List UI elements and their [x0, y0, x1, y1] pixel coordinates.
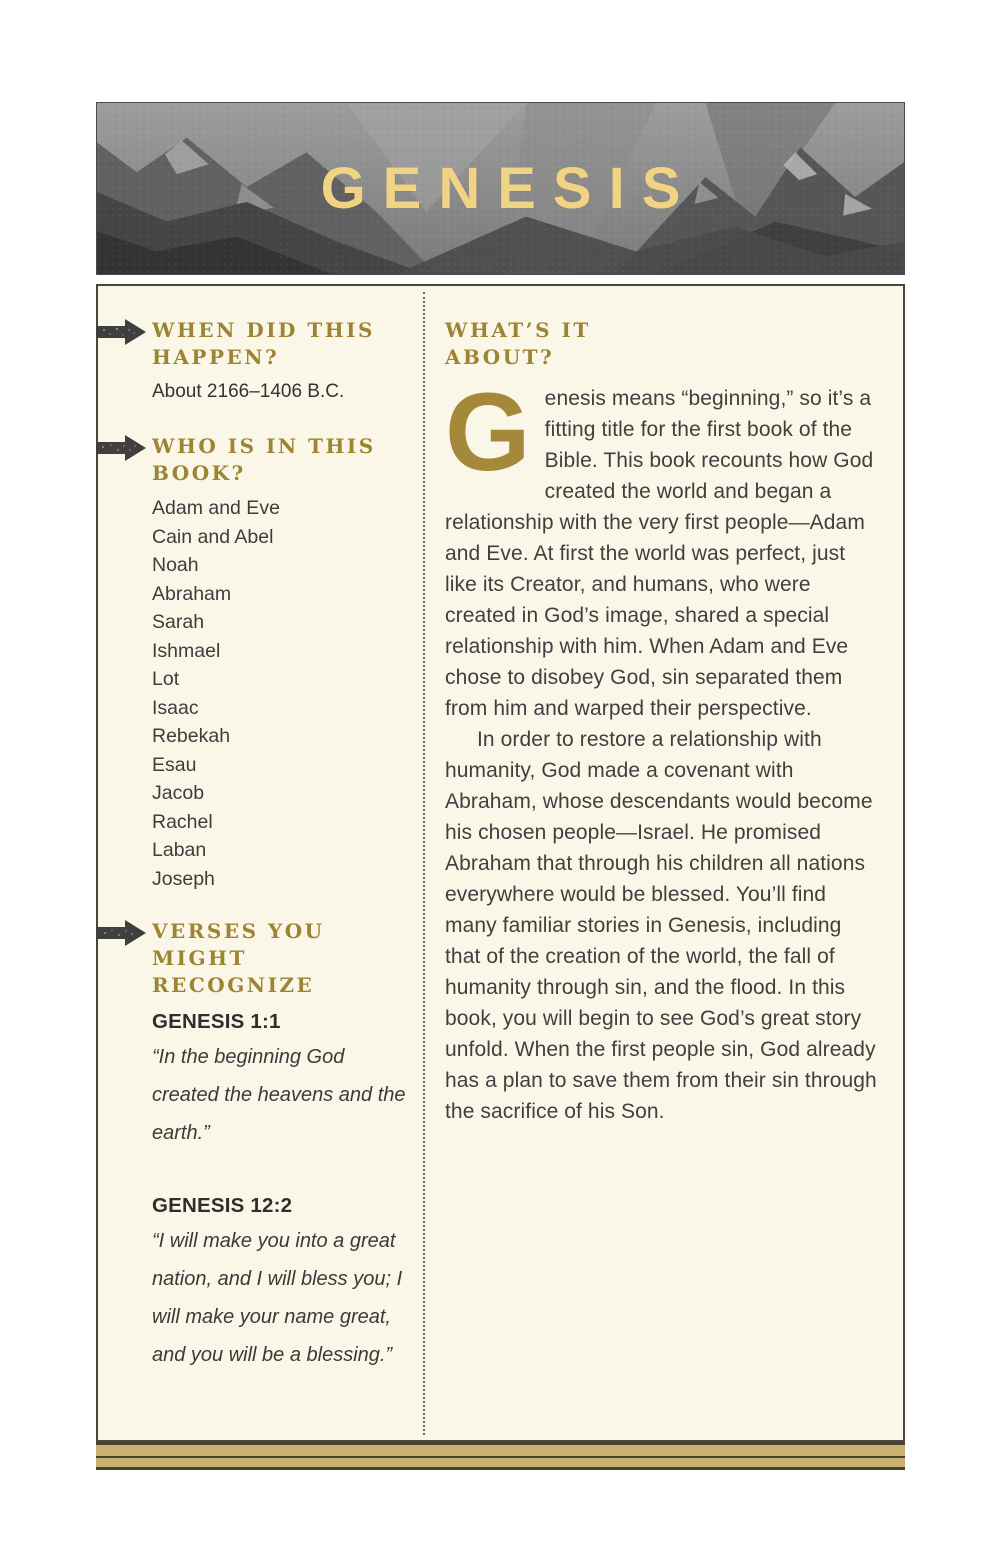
section-verses [152, 918, 423, 1374]
verse-block [152, 1192, 423, 1374]
verse-block [152, 1008, 423, 1152]
list-item: Abraham [152, 582, 232, 605]
list-item: Rachel [152, 810, 213, 833]
section-when [152, 317, 423, 404]
sidebar [98, 286, 423, 1440]
book-page [96, 102, 905, 1470]
verse-quote: “In the beginning God created the heavens and the earth.” [152, 1046, 406, 1144]
people-list [152, 494, 423, 893]
verse-reference: GENESIS 1:1 [152, 1010, 281, 1033]
arrow-icon [96, 919, 146, 947]
section-heading-about: WHAT’S IT ABOUT? [445, 318, 591, 369]
section-heading-who: WHO IS IN THIS BOOK? [152, 434, 376, 485]
dropcap-letter: G [445, 371, 531, 494]
main-column [425, 286, 903, 1440]
list-item: Ishmael [152, 639, 221, 662]
list-item: Sarah [152, 611, 205, 633]
hero-banner [96, 102, 905, 275]
section-who [152, 433, 423, 893]
arrow-icon [96, 434, 146, 462]
list-item: Esau [152, 753, 197, 776]
list-item: Jacob [152, 782, 205, 804]
paragraph-text: enesis means “beginning,” so it’s a fitting title for the first book of the Bible. This book recounts how God created the world and began a relationship with the very first people—Adam and Eve. At first the world was perfect, just like its Creator, and humans, who were created in God’s image, shared a special relationship with him. When Adam and Eve chose to disobey God, sin separated them from him and warped their perspective. [445, 387, 874, 720]
section-heading-when: WHEN DID THIS HAPPEN? [152, 318, 375, 369]
date-range: About 2166–1406 B.C. [152, 381, 345, 402]
list-item: Noah [152, 554, 199, 576]
verse-reference: GENESIS 12:2 [152, 1194, 293, 1217]
verse-quote: “I will make you into a great nation, and I will bless you; I will make your name great, and you will be a blessing.” [152, 1230, 403, 1366]
footer-rule [96, 1442, 905, 1470]
book-title: GENESIS [320, 156, 698, 221]
list-item: Laban [152, 839, 207, 861]
list-item: Cain and Abel [152, 525, 274, 548]
about-paragraph-1 [445, 371, 881, 724]
list-item: Rebekah [152, 725, 231, 747]
content-panel [96, 284, 905, 1442]
arrow-icon [96, 318, 146, 346]
list-item: Isaac [152, 696, 199, 719]
about-paragraph-2: In order to restore a relationship with humanity, God made a covenant with Abraham, whose descendants would become his chosen people—Israel. He promised Abraham that through his children all nations everywhere would be blessed. You’ll find many familiar stories in Genesis, including that of the creation of the world, the fall of humanity through sin, and the flood. In this book, you will begin to see God’s great story unfold. When the first people sin, God already has a plan to save them from their sin through the sacrifice of his Son. [445, 728, 877, 1123]
list-item: Adam and Eve [152, 497, 280, 519]
list-item: Joseph [152, 867, 215, 890]
list-item: Lot [152, 668, 180, 690]
section-heading-verses: VERSES YOU MIGHT RECOGNIZE [152, 919, 325, 997]
hero-title-wrap [97, 103, 904, 274]
